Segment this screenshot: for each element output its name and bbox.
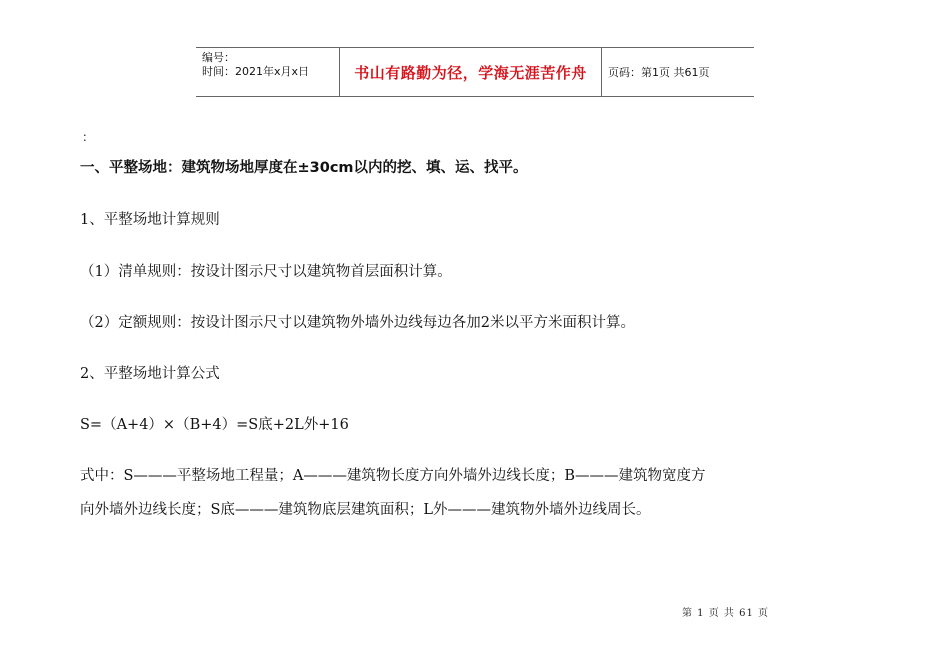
rule-list-item: （1）清单规则：按设计图示尺寸以建筑物首层面积计算。: [80, 264, 452, 280]
header-meta: [196, 48, 339, 96]
subsection-title-rules: 1、平整场地计算规则: [80, 212, 220, 228]
page-footer: 第 1 页 共 61 页: [682, 608, 769, 619]
header-page-code: 页码：第1页 共61页: [608, 66, 710, 79]
stray-colon: ：: [82, 130, 95, 144]
explanation-line: 向外墙外边线长度；S底———建筑物底层建筑面积；L外———建筑物外墙外边线周长。: [80, 502, 651, 518]
formula: S=（A+4）×（B+4）=S底+2L外+16: [80, 417, 349, 433]
subsection-title-formula: 2、平整场地计算公式: [80, 366, 220, 382]
section-heading: 一、平整场地：建筑物场地厚度在±30cm以内的挖、填、运、找平。: [80, 160, 528, 176]
serial-label: 编号：: [202, 51, 235, 64]
time-label: 时间：2021年x月x日: [202, 65, 310, 78]
explanation-line: 式中：S———平整场地工程量；A———建筑物长度方向外墙外边线长度；B———建筑物宽度方: [80, 468, 706, 484]
header-motto: 书山有路勤为径，学海无涯苦作舟: [339, 48, 602, 96]
rule-list-item: （2）定额规则：按设计图示尺寸以建筑物外墙外边线每边各加2米以平方米面积计算。: [80, 315, 635, 331]
document-header: [196, 47, 754, 97]
